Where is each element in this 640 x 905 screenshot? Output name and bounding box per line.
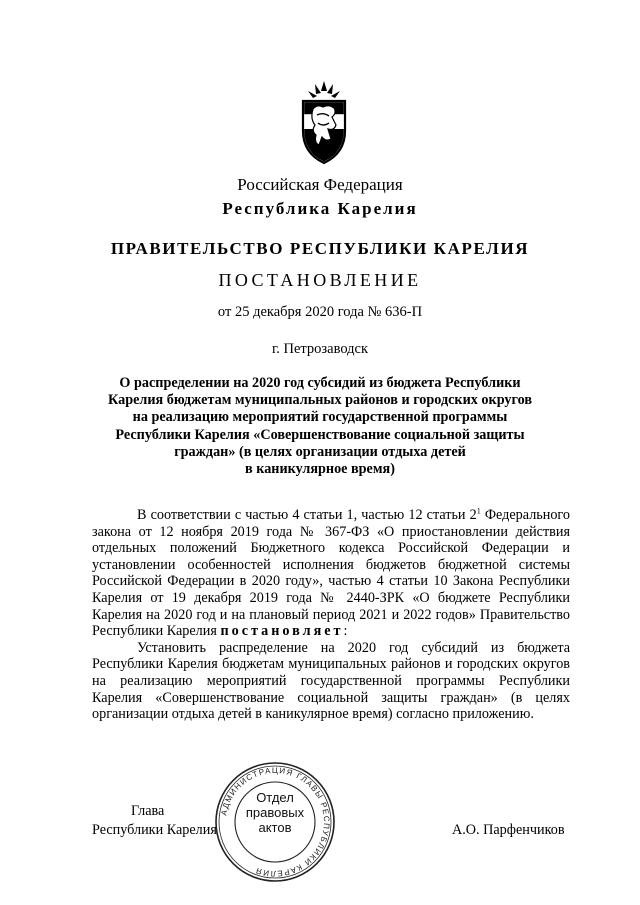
footnote-superscript: 1: [476, 506, 481, 516]
title-line: на реализацию мероприятий государственной программы: [132, 409, 508, 426]
stamp-text: Отдел правовых актов: [245, 790, 305, 835]
karelia-coat-of-arms-icon: [299, 79, 349, 165]
document-type: ПОСТАНОВЛЕНИЕ: [218, 270, 422, 290]
country-name: Российская Федерация: [237, 175, 403, 194]
title-line: Карелия бюджетам муниципальных районов и городских округов: [108, 392, 532, 409]
signatory-position: Глава: [131, 803, 165, 819]
stamp-ring-text: АДМИНИСТРАЦИЯ ГЛАВЫ РЕСПУБЛИКИ КАРЕЛИЯ: [219, 765, 332, 879]
document-title: [90, 375, 550, 478]
title-line: в каникулярное время): [245, 461, 395, 478]
operative-paragraph: Установить распределение на 2020 год субсидий из бюджета Республики Карелия бюджетам муниципальных районов и городских округов на реализацию мероприятий государственной программы Республики Карелия «Совершенствование социальной защиты граждан» (в целях организации отдыха детей в каникулярное время) согласно приложению.: [92, 639, 570, 723]
title-line: О распределении на 2020 год субсидий из бюджета Республики: [119, 375, 521, 391]
title-line: граждан» (в целях организации отдыха детей: [174, 443, 466, 460]
signatory-position-region: Республики Карелия: [92, 822, 217, 838]
preamble-paragraph: В соответствии с частью 4 статьи 1, частью 12 статьи $2^1$ Федерального закона от 12 ноября 2019 года № 367-ФЗ «О приостановлении действия отдельных положений Бюджетного кодекса Российской Федерации и установлении особенностей исполнения бюджетов бюджетной системы Российской Федерации в 2020 году», частью 4 статьи 10 Закона Республики Карелия от 19 декабря 2019 года № 2440-ЗРК «О бюджете Республики Карелия на 2020 год и на плановый период 2021 и 2022 годов» Правительство Республики Карелия постановляет:: [92, 506, 570, 640]
government-name: ПРАВИТЕЛЬСТВО РЕСПУБЛИКИ КАРЕЛИЯ: [110, 239, 530, 258]
signatory-name: А.О. Парфенчиков: [452, 822, 565, 838]
decree-word: постановляет: [220, 623, 344, 640]
document-date-number: от 25 декабря 2020 года № 636-П: [217, 304, 423, 320]
republic-name: Республика Карелия: [222, 199, 418, 218]
document-body: [92, 507, 570, 723]
title-line: Республики Карелия «Совершенствование социальной защиты: [115, 426, 525, 443]
document-city: г. Петрозаводск: [271, 341, 369, 357]
